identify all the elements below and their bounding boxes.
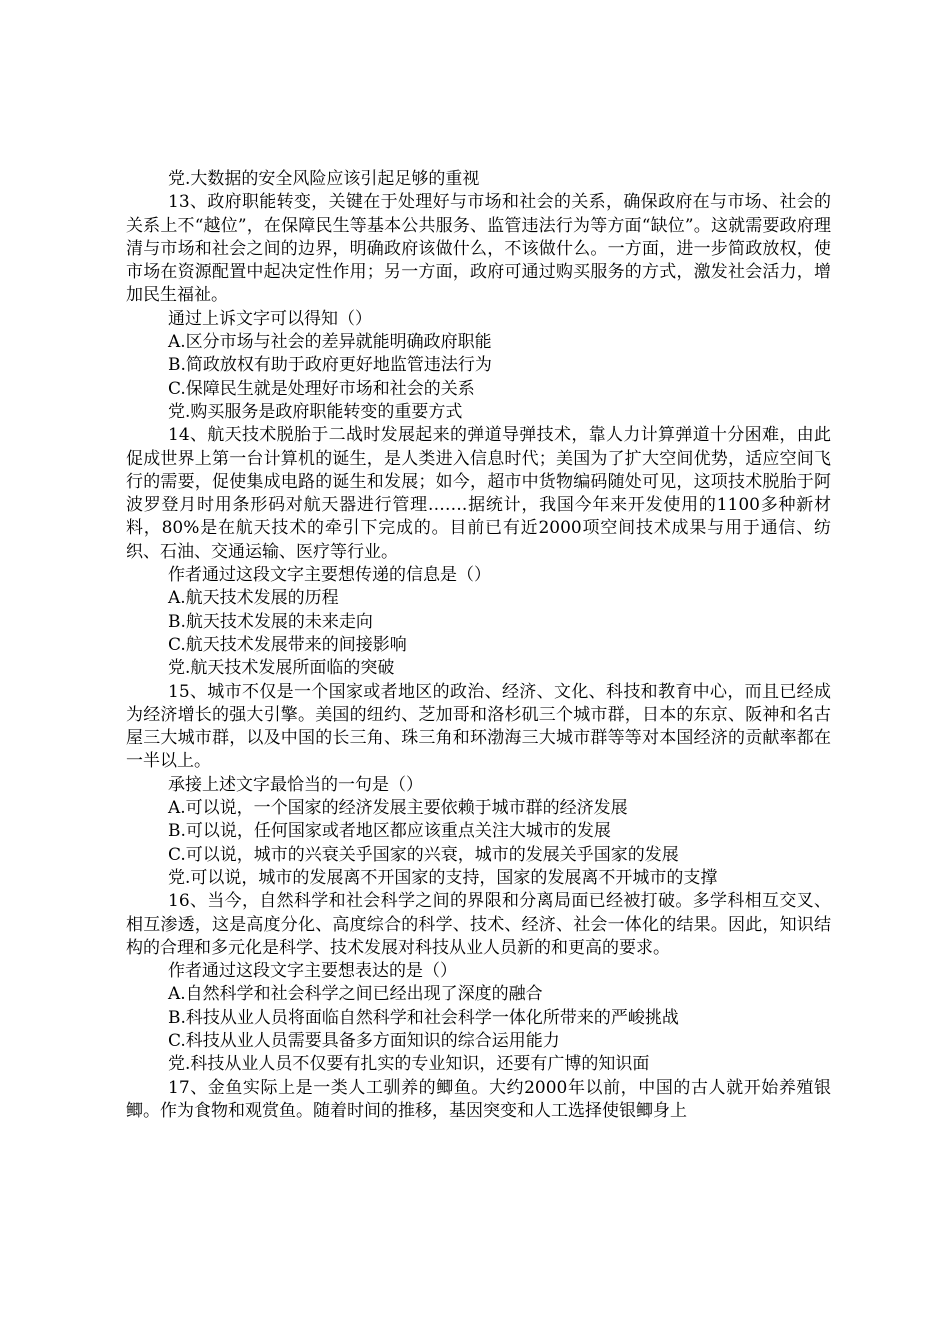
- question-16: 作者通过这段文字主要想表达的是（）: [168, 961, 457, 982]
- passage-16: 16、当今，自然科学和社会科学之间的界限和分离局面已经被打破。多学科相互交叉、相互渗透，这是高度分化、高度综合的科学、技术、经济、社会一体化的结果。因此，知识结构的合理和多元化是科学、技术发展对科技从业人员新的和更高的要求。: [126, 891, 831, 958]
- passage-15: 15、城市不仅是一个国家或者地区的政治、经济、文化、科技和教育中心，而且已经成为经济增长的强大引擎。美国的纽约、芝加哥和洛杉矶三个城市群，日本的东京、阪神和名古屋三大城市群，以及中国的长三角、珠三角和环渤海三大城市群等等对本国经济的贡献率都在一半以上。: [126, 681, 831, 772]
- option-14-d: 党.航天技术发展所面临的突破: [168, 658, 395, 679]
- option-13-b: B.简政放权有助于政府更好地监管违法行为: [168, 355, 492, 376]
- passage-13: 13、政府职能转变，关键在于处理好与市场和社会的关系，确保政府在与市场、社会的关系上不“越位”，在保障民生等基本公共服务、监管违法行为等方面“缺位”。这就需要政府理清与市场和社会之间的边界，明确政府该做什么，不该做什么。一方面，进一步简政放权，使市场在资源配置中起决定性作用；另一方面，政府可通过购买服务的方式，激发社会活力，增加民生福祉。: [126, 192, 831, 306]
- option-16-c: C.科技从业人员需要具备多方面知识的综合运用能力: [168, 1030, 560, 1051]
- option-15-d: 党.可以说，城市的发展离不开国家的支持，国家的发展离不开城市的支撑: [168, 867, 718, 888]
- option-14-c: C.航天技术发展带来的间接影响: [168, 634, 407, 655]
- option-15-c: C.可以说，城市的兴衰关乎国家的兴衰，城市的发展关乎国家的发展: [168, 844, 679, 865]
- question-14: 作者通过这段文字主要想传递的信息是（）: [168, 565, 491, 586]
- option-13-a: A.区分市场与社会的差异就能明确政府职能: [168, 332, 492, 353]
- option-16-b: B.科技从业人员将面临自然科学和社会科学一体化所带来的严峻挑战: [168, 1007, 679, 1028]
- option-15-a: A.可以说，一个国家的经济发展主要依赖于城市群的经济发展: [168, 798, 628, 819]
- option-16-a: A.自然科学和社会科学之间已经出现了深度的融合: [168, 984, 543, 1005]
- option-13-c: C.保障民生就是处理好市场和社会的关系: [168, 378, 475, 399]
- option-13-d: 党.购买服务是政府职能转变的重要方式: [168, 401, 463, 422]
- option-15-b: B.可以说，任何国家或者地区都应该重点关注大城市的发展: [168, 821, 611, 842]
- passage-17: 17、金鱼实际上是一类人工驯养的鲫鱼。大约2000年以前，中国的古人就开始养殖银鲫。作为食物和观赏鱼。随着时间的推移，基因突变和人工选择使银鲫身上: [126, 1077, 831, 1121]
- passage-14: 14、航天技术脱胎于二战时发展起来的弹道导弹技术，靠人力计算弹道十分困难，由此促成世界上第一台计算机的诞生，是人类进入信息时代；美国为了扩大空间优势，适应空间飞行的需要，促使集成电路的诞生和发展；如今，超市中货物编码随处可见，这项技术脱胎于阿波罗登月时用条形码对航天器进行管理…….据统计，我国今年来开发使用的1100多种新材料，80%是在航天技术的牵引下完成的。目前已有近2000项空间技术成果与用于通信、纺织、石油、交通运输、医疗等行业。: [126, 425, 831, 562]
- option-14-b: B.航天技术发展的未来走向: [168, 611, 373, 632]
- question-13: 通过上诉文字可以得知（）: [168, 308, 372, 329]
- option-14-a: A.航天技术发展的历程: [168, 588, 339, 609]
- document-page: [126, 168, 831, 1123]
- question-15: 承接上述文字最恰当的一句是（）: [168, 774, 423, 795]
- option-16-d: 党.科技从业人员不仅要有扎实的专业知识，还要有广博的知识面: [168, 1054, 650, 1075]
- option-d-prev: 党.大数据的安全风险应该引起足够的重视: [168, 169, 480, 189]
